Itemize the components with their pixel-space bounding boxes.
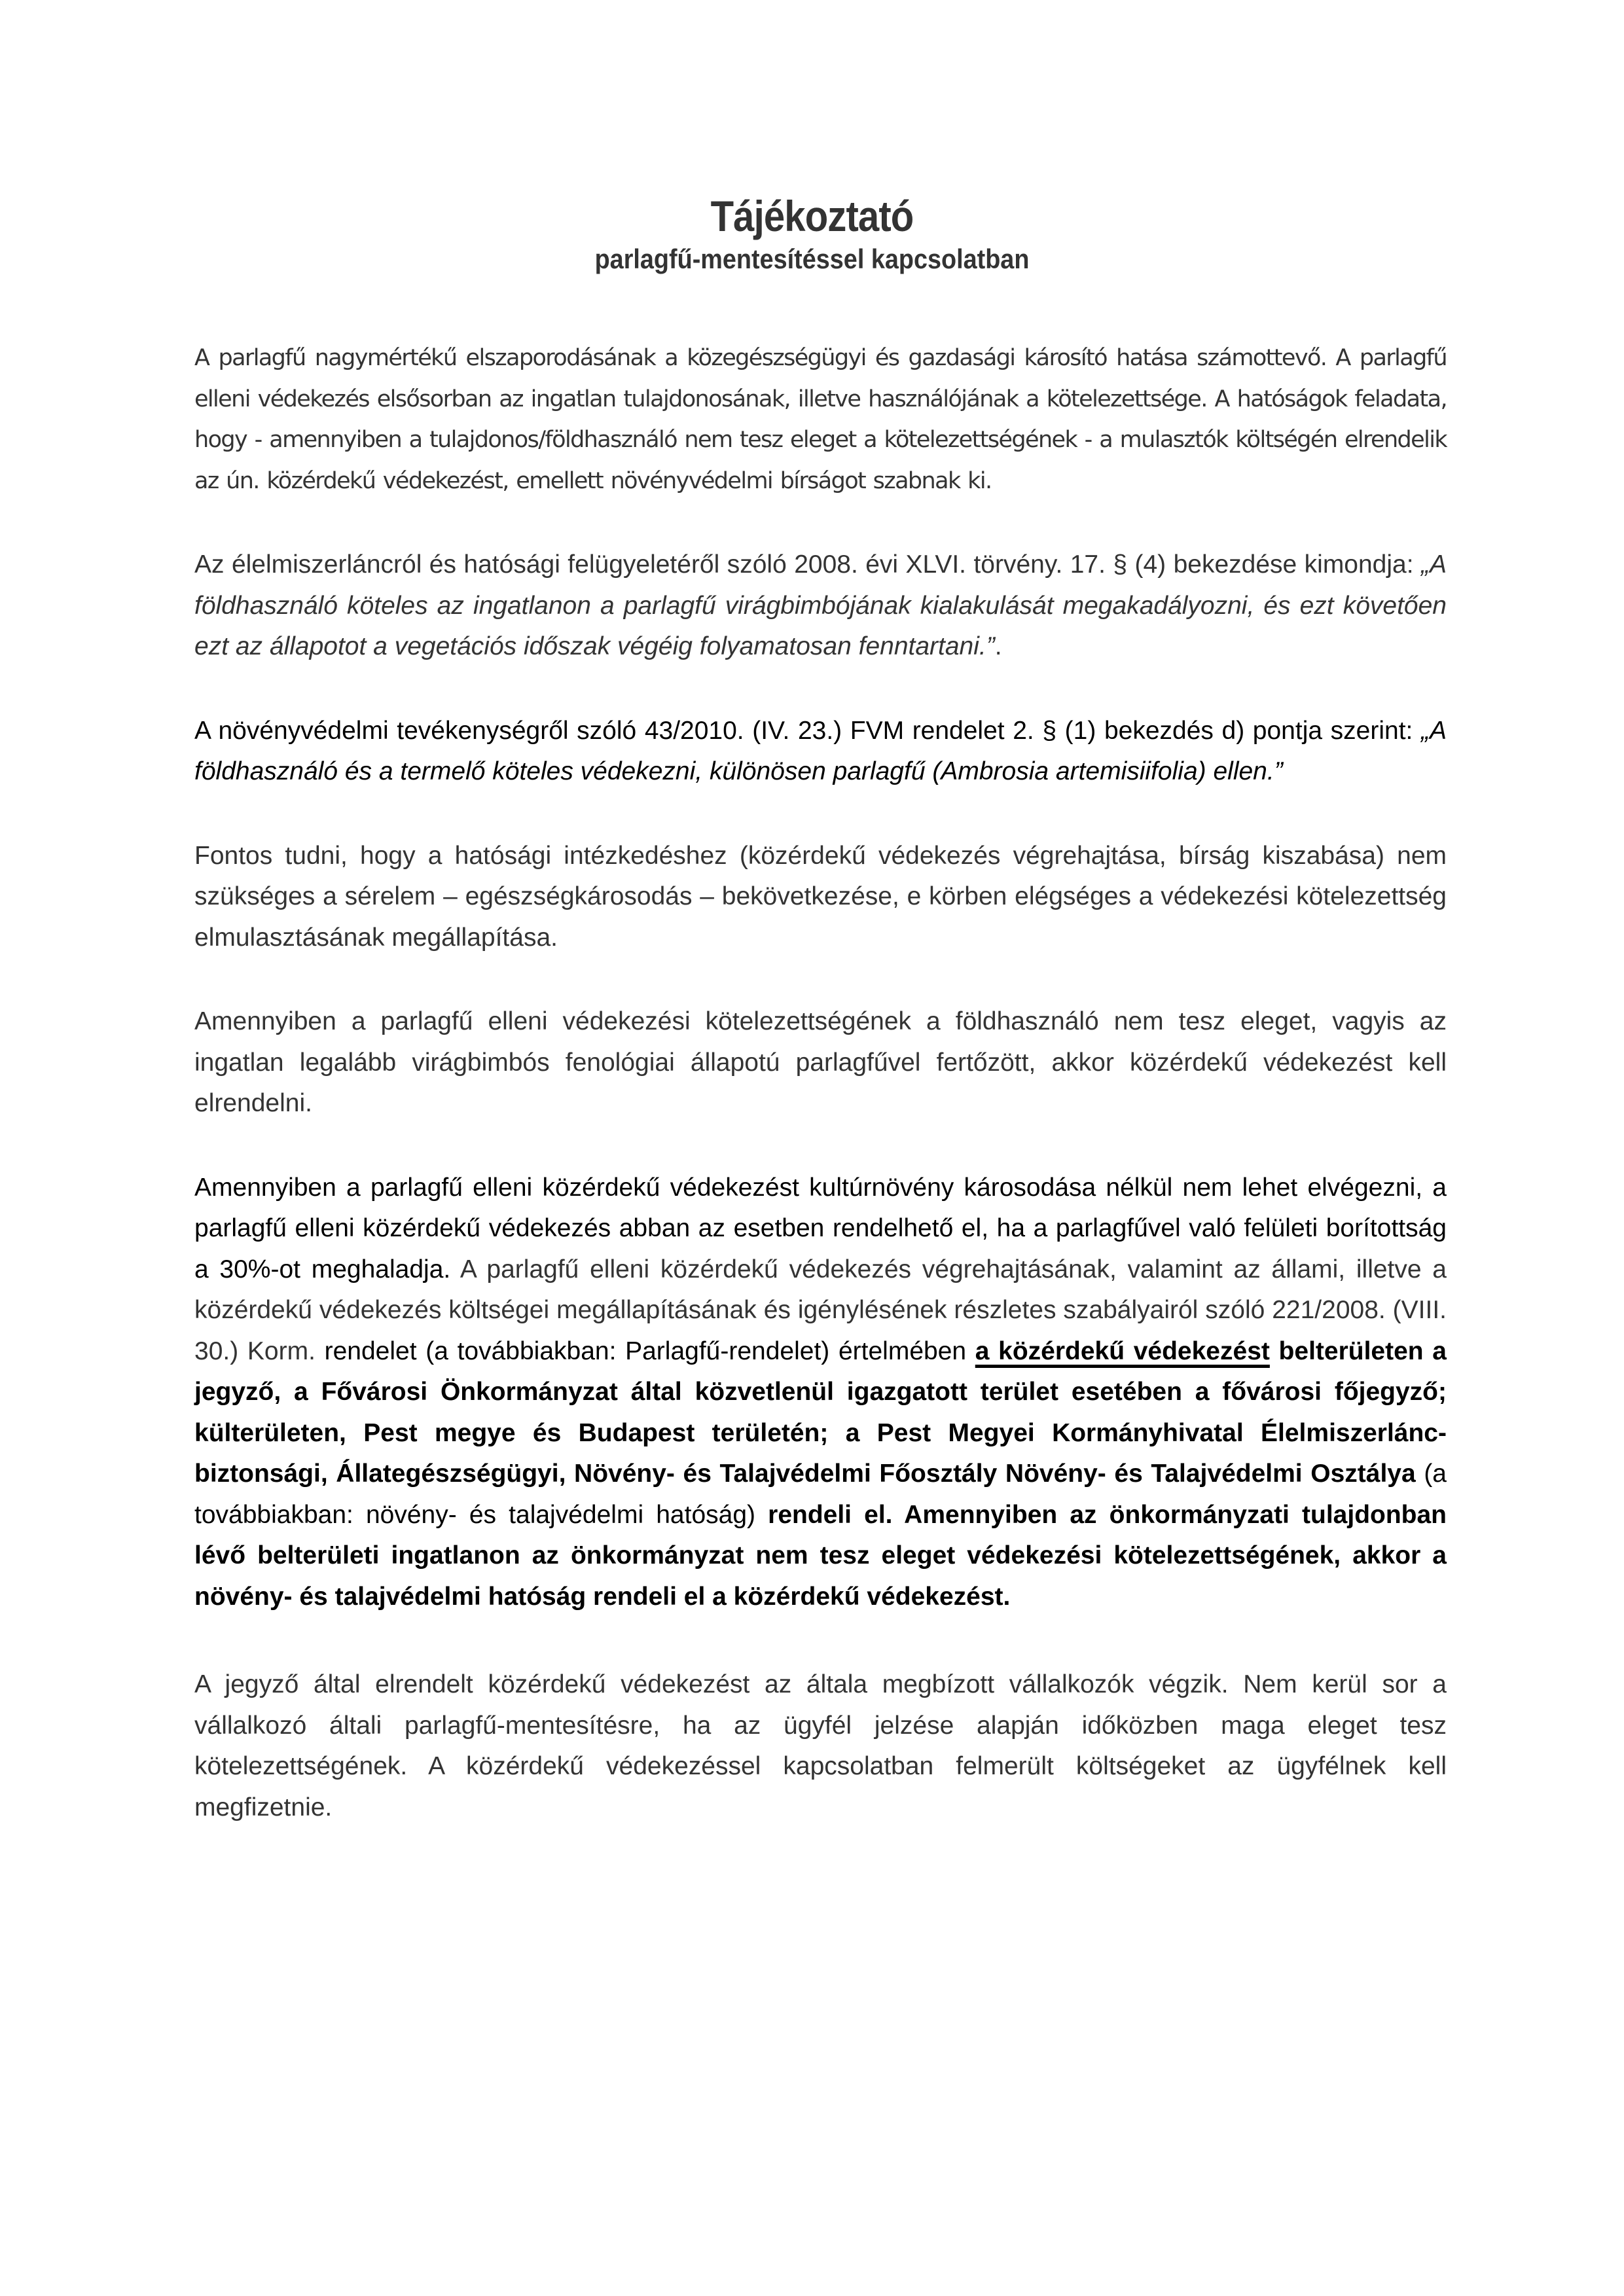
paragraph-intro: A parlagfű nagymértékű elszaporodásának a közegészségügyi és gazdasági károsító hatása számottevő. A parlagfű elleni védekezés elsősorban az ingatlan tulajdonosának, illetve használójának a kötelezettsége. A hatóságok feladata, hogy - amennyiben a tulajdonos/földhasználó nem tesz eleget a kötelezettségének - a mulasztók költségén elrendelik az ún. közérdekű védekezést, emellett növényvédelmi bírságot szabnak ki. <box>194 345 1447 494</box>
paragraph-fvm-decree <box>194 711 1447 793</box>
paragraph-law-2008 <box>194 545 1447 668</box>
spacer <box>194 793 1447 836</box>
decree-citation: A növényvédelmi tevékenységről szóló 43/2010. (IV. 23.) FVM rendelet 2. § (1) bekezdés d) pontja szerint: <box>194 716 1421 745</box>
paragraph-contractors: A jegyző által elrendelt közérdekű védekezést az általa megbízott vállalkozók végzik. Nem kerül sor a vállalkozó általi parlagfű-mentesítésre, ha az ügyfél jelzése alapján időközben maga eleget tesz kötelezettségének. A közérdekű védekezéssel kapcsolatban felmerült költségeket az ügyfélnek kell megfizetnie. <box>194 1670 1447 1821</box>
underlined-phrase: a közérdekű védekezést <box>975 1336 1270 1365</box>
document-body <box>194 338 1447 1828</box>
spacer <box>194 1124 1447 1168</box>
spacer <box>194 501 1447 545</box>
quote-tail: . <box>994 632 1002 660</box>
paragraph-obligation: Amennyiben a parlagfű elleni védekezési kötelezettségének a földhasználó nem tesz eleget, vagyis az ingatlan legalább virágbimbós fenológiai állapotú parlagfűvel fertőzött, akkor közérdekű védekezést kell elrendelni. <box>194 1007 1447 1117</box>
authority-sentence-3: rendelet (a továbbiakban: Parlagfű-rendelet) értelmében <box>315 1336 975 1365</box>
paragraph-authority <box>194 1168 1447 1618</box>
authority-bold-1: belterületen a jegyző, a Fővárosi Önkormányzat által közvetlenül igazgatott terület esetében a fővárosi főjegyző; külterületen, Pest megye és Budapest területén; a Pest Megyei Kormányhivatal Élelmiszerlánc-biztonsági, Állategészségügyi, Növény- és Talajvédelmi Főosztály Növény- és Talajvédelmi Osztálya <box>194 1336 1447 1488</box>
paragraph-important: Fontos tudni, hogy a hatósági intézkedéshez (közérdekű védekezés végrehajtása, bírság kiszabása) nem szükséges a sérelem – egészségkárosodás – bekövetkezése, e körben elégséges a védekezési kötelezettség elmulasztásának megállapítása. <box>194 841 1447 952</box>
decree-quote: „A földhasználó és a termelő köteles védekezni, különösen parlagfű (Ambrosia artemisiifolia) ellen.” <box>194 716 1447 785</box>
page-subtitle: parlagfű-mentesítéssel kapcsolatban <box>594 243 1030 274</box>
page-title: Tájékoztató <box>710 192 914 240</box>
authority-sentence-2: A parlagfű elleni közérdekű védekezés végrehajtásának, valamint az állami, illetve a közérdekű védekezés költségei megállapításának és igénylésének részletes szabályairól szóló 221/2008. (VIII. 30.) Korm. <box>194 1255 1447 1365</box>
spacer <box>194 958 1447 1001</box>
spacer <box>194 1617 1447 1664</box>
spacer <box>194 668 1447 711</box>
authority-sentence-1: Amennyiben a parlagfű elleni közérdekű védekezést kultúrnövény károsodása nélkül nem lehet elvégezni, a parlagfű elleni közérdekű védekezés abban az esetben rendelhető el, ha a parlagfűvel való felületi borítottság a 30%-ot meghaladja. <box>194 1173 1447 1283</box>
law-citation: Az élelmiszerláncról és hatósági felügyeletéről szóló 2008. évi XLVI. törvény. 17. § (4) bekezdése kimondja: <box>194 550 1421 579</box>
title-block <box>0 190 1624 276</box>
authority-bold-2: rendeli el. Amennyiben az önkormányzati tulajdonban lévő belterületi ingatlanon az önkormányzat nem tesz eleget védekezési kötelezettségének, akkor a növény- és talajvédelmi hatóság rendeli el a közérdekű védekezést. <box>194 1500 1447 1611</box>
authority-abbreviation: (a továbbiakban: növény- és talajvédelmi hatóság) <box>194 1460 1447 1529</box>
law-quote: „A földhasználó köteles az ingatlanon a parlagfű virágbimbójának kialakulását megakadályozni, és ezt követően ezt az állapotot a vegetációs időszak végéig folyamatosan fenntartani.” <box>194 550 1447 660</box>
